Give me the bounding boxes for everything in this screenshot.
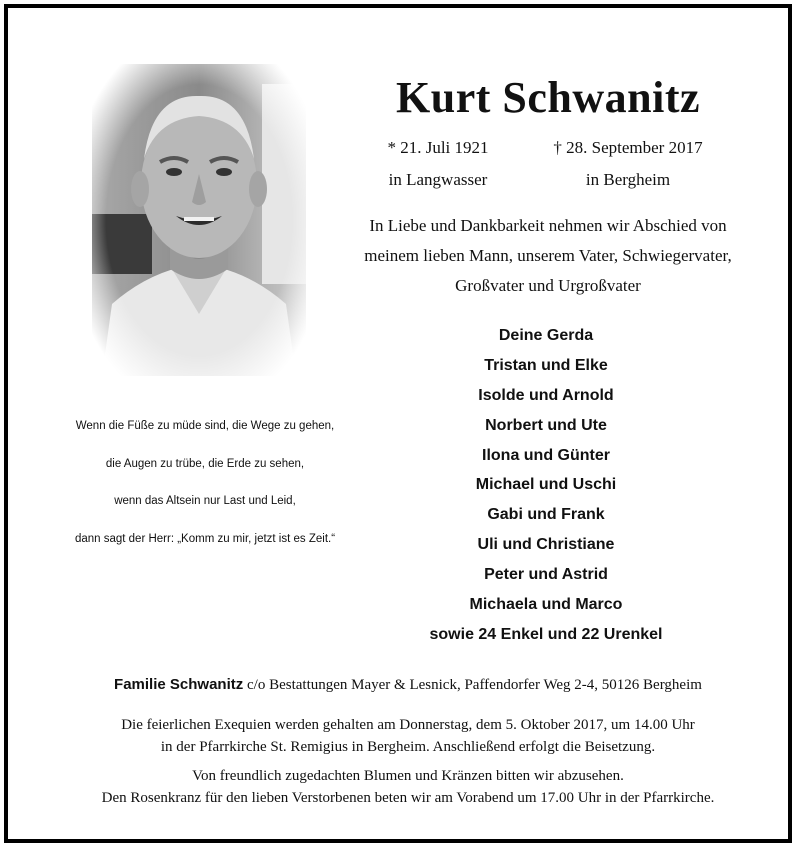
birth-date: * 21. Juli 1921 [387, 138, 489, 157]
birth-info [358, 132, 518, 196]
mourner-entry: Norbert und Ute [485, 416, 607, 434]
portrait-photo [92, 64, 306, 376]
mourner-entry: Isolde und Arnold [478, 386, 614, 404]
poem-line: dann sagt der Herr: „Komm zu mir, jetzt ist es Zeit.“ [74, 532, 336, 545]
mourner-entry: Deine Gerda [498, 327, 594, 344]
deceased-name: Kurt Schwanitz [396, 73, 700, 122]
mourner-entry: Ilona und Günter [482, 446, 610, 464]
obituary-frame [4, 4, 792, 843]
family-name: Familie Schwanitz [114, 676, 244, 693]
notice-spacer [28, 758, 788, 765]
intro-line: In Liebe und Dankbarkeit nehmen wir Abschied von [369, 216, 727, 235]
poem-line: Wenn die Füße zu müde sind, die Wege zu gehen, [75, 420, 335, 432]
poem-line: wenn das Altsein nur Last und Leid, [114, 495, 296, 507]
birth-place: in Langwasser [388, 170, 488, 189]
death-info [533, 132, 723, 196]
notice-line: Von freundlich zugedachten Blumen und Kränzen bitten wir abzusehen. [192, 768, 624, 784]
mourner-entry: Michaela und Marco [469, 596, 623, 614]
intro-line: Großvater und Urgroßvater [455, 276, 641, 295]
notice-line: Den Rosenkranz für den lieben Verstorbenen beten wir am Vorabend um 17.00 Uhr in der Pfarrkirche. [101, 790, 715, 806]
intro-line: meinem lieben Mann, unserem Vater, Schwiegervater, [364, 246, 732, 265]
farewell-intro [333, 211, 763, 301]
mourner-entry: Gabi und Frank [487, 506, 605, 524]
mourners-list [406, 321, 686, 650]
mourner-entry: sowie 24 Enkel und 22 Urenkel [429, 625, 663, 643]
notice-line: in der Pfarrkirche St. Remigius in Bergheim. Anschließend erfolgt die Beisetzung. [160, 739, 656, 755]
mourner-entry: Peter und Astrid [484, 566, 608, 584]
contact-line [38, 673, 778, 697]
death-date: † 28. September 2017 [553, 138, 703, 157]
mourner-entry: Tristan und Elke [484, 356, 608, 374]
funeral-notice [28, 714, 788, 809]
poem-line: die Augen zu trübe, die Erde zu sehen, [105, 457, 305, 470]
notice-line: Die feierlichen Exequien werden gehalten am Donnerstag, dem 5. Oktober 2017, um 14.00 Uhr [121, 717, 695, 733]
mourner-entry: Uli und Christiane [477, 536, 615, 554]
mourner-entry: Michael und Uschi [475, 476, 617, 494]
contact-address: c/o Bestattungen Mayer & Lesnick, Paffendorfer Weg 2-4, 50126 Bergheim [243, 677, 702, 693]
memorial-poem [52, 411, 358, 561]
death-place: in Bergheim [585, 170, 671, 189]
